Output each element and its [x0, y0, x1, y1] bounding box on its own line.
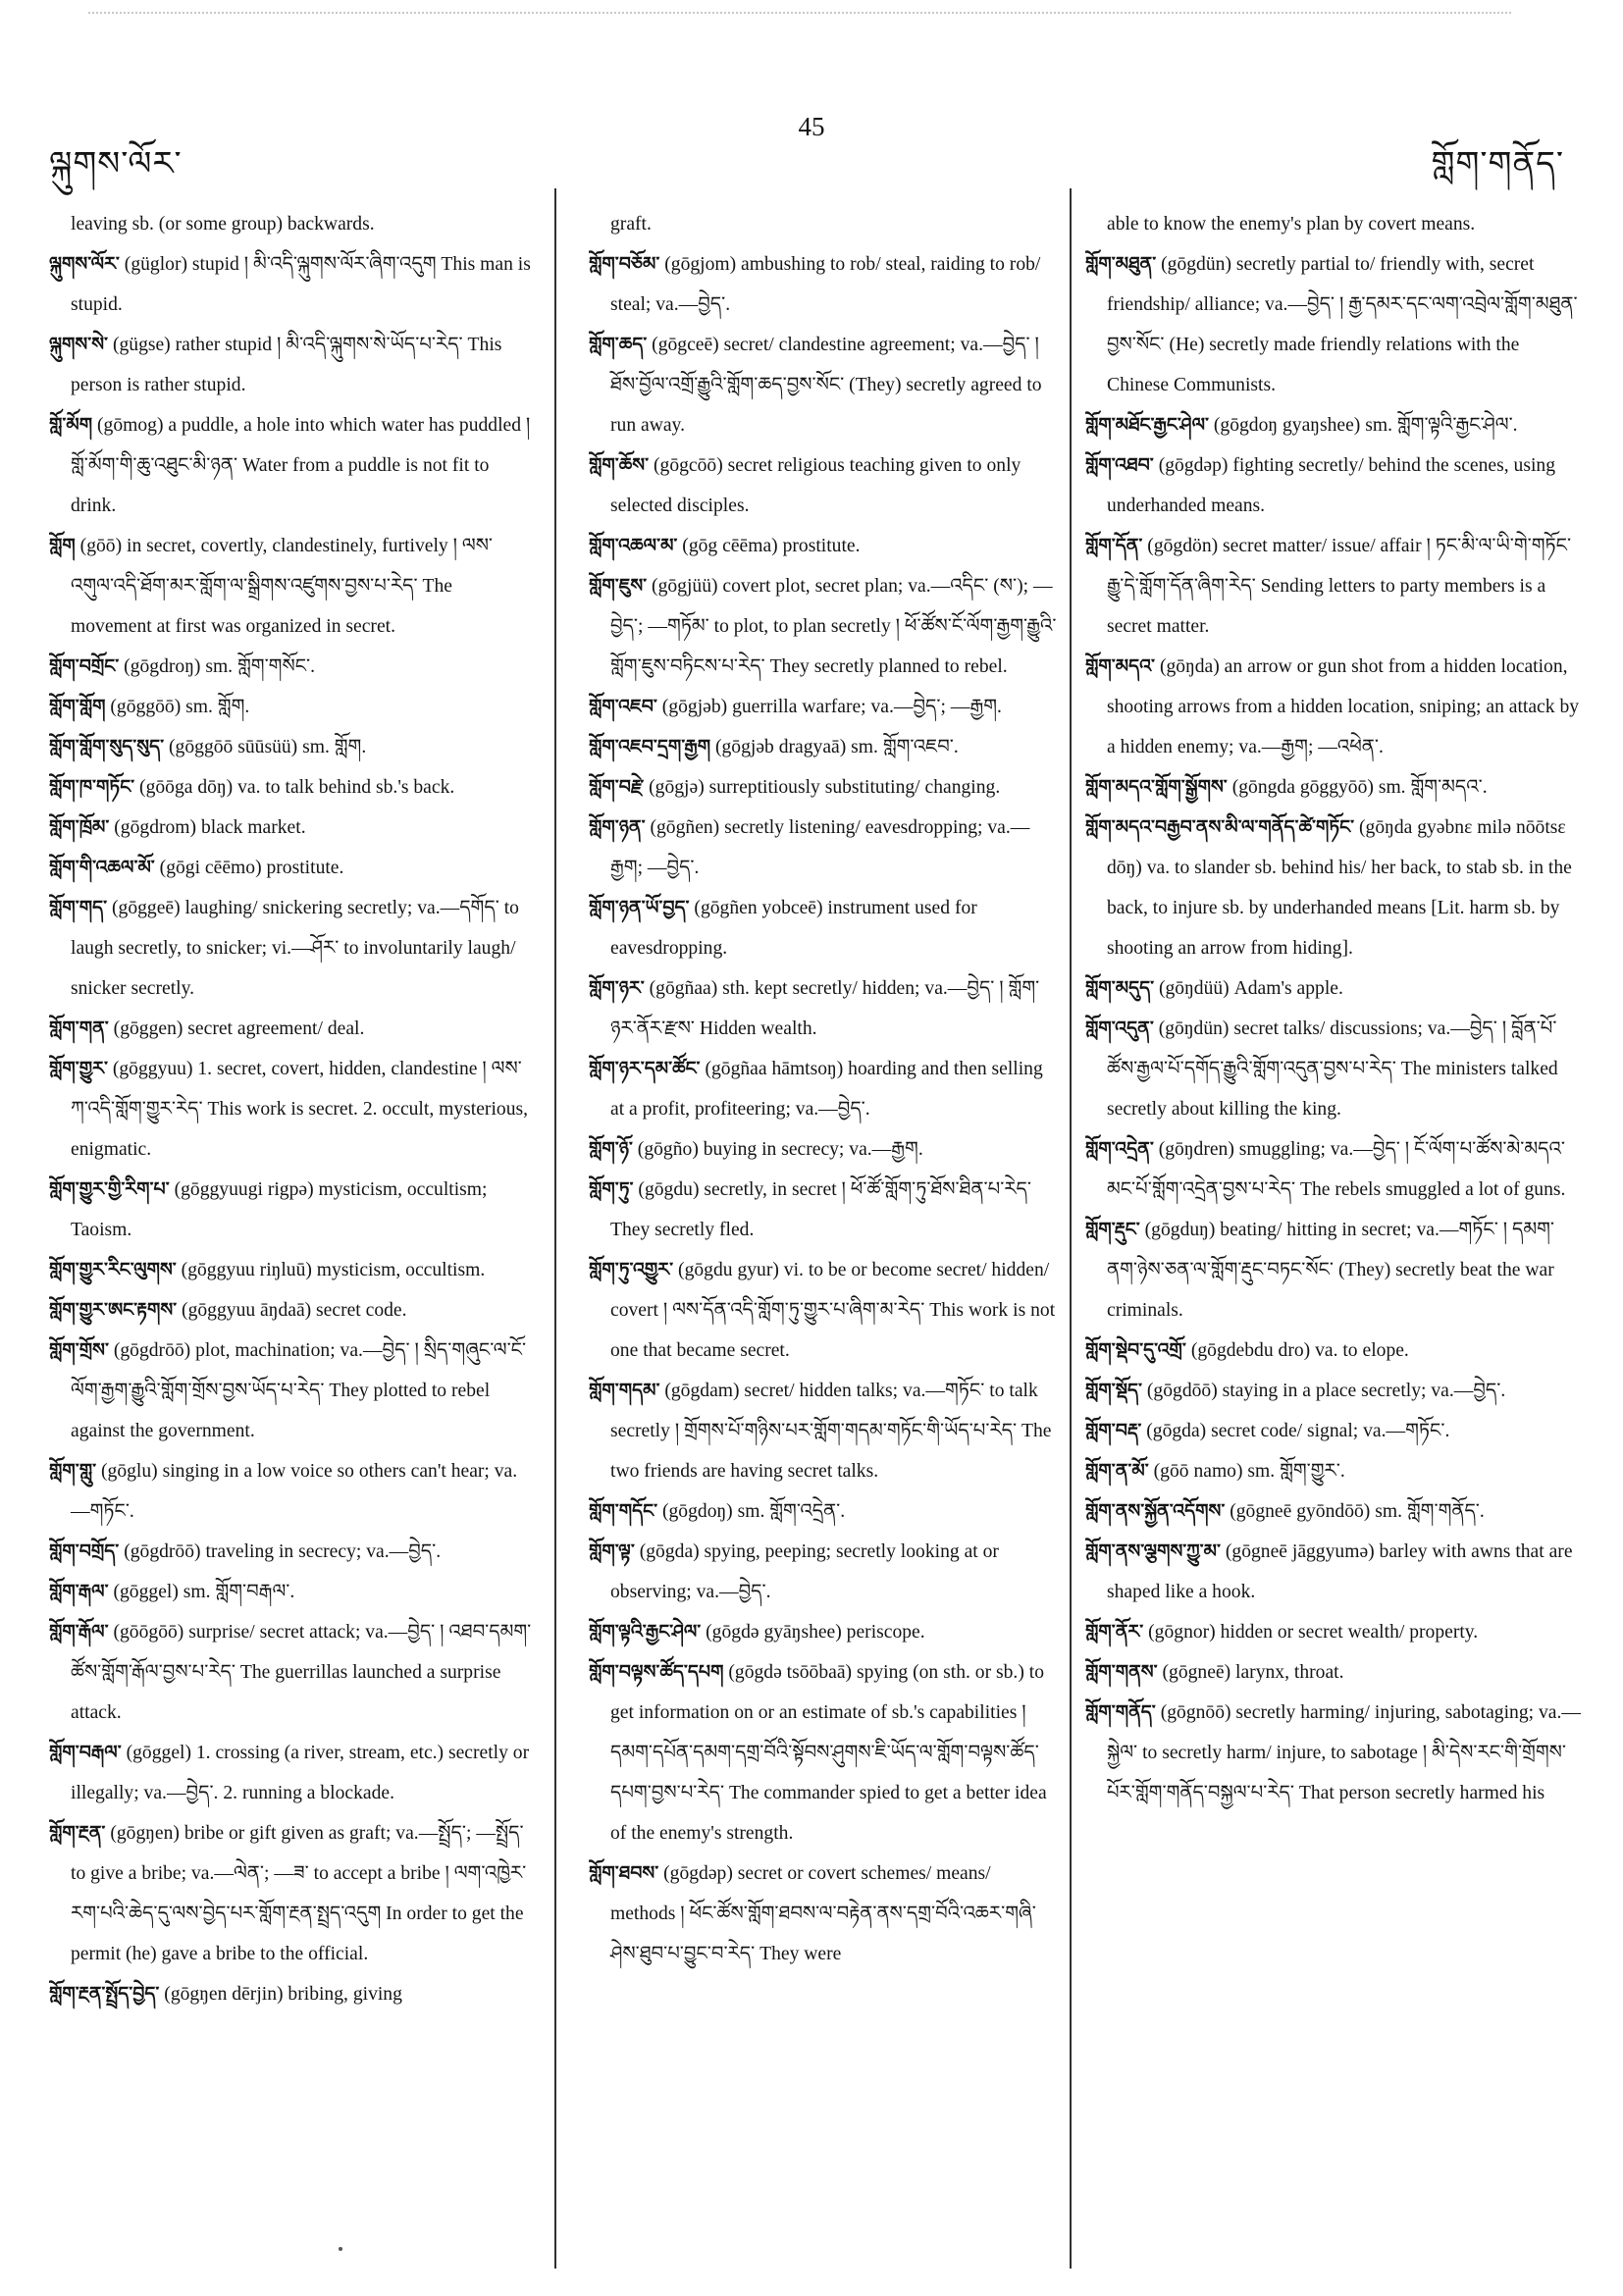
running-head-left: ལྐུགས་ལོར་ — [49, 146, 183, 183]
dictionary-entry — [49, 325, 532, 405]
entry-definition: (gōgdōō) staying in a place secretly; va.—བྱེད་. — [1142, 1381, 1506, 1401]
dictionary-column-2 — [589, 204, 1058, 2245]
dictionary-entry — [589, 968, 1058, 1049]
entry-definition: (gōgdu gyur) vi. to be or become secret/ hidden/ covert ། ལས་དོན་འདི་གློག་ཏུ་གྱུར་པ་ཞིག་མ་རེད་ This work is not one that became secret. — [610, 1260, 1056, 1361]
dictionary-entry — [589, 244, 1058, 325]
entry-headword: གློག་བརྡ་ — [1085, 1420, 1142, 1441]
entry-headword: གློག་དོན་ — [1085, 535, 1143, 556]
dictionary-entry — [1085, 1371, 1582, 1411]
dictionary-entry — [1085, 1129, 1582, 1210]
entry-headword: གློག་ཉན་ — [589, 816, 646, 838]
entry-definition: (gōgdün) secretly partial to/ friendly with, secret friendship/ alliance; va.—བྱེད་ ། རྒྱ་དམར་དང་ལག་འབྲེལ་གློག་མཐུན་བྱས་སོང་ (He) secretly made friendly relations with the Chinese Communists. — [1107, 254, 1578, 395]
entry-definition: (gōgñen) secretly listening/ eavesdropping; va.—རྒྱག; —བྱེད་. — [610, 817, 1030, 878]
dictionary-entry — [589, 687, 1058, 727]
entry-definition: (gōgdrōō) plot, machination; va.—བྱེད་ ། སྲིད་གཞུང་ལ་ངོ་ལོག་རྒྱག་རྒྱུའི་གློག་གྲོས་བྱས་ཡོད་པ་རེད་ They plotted to rebel against the government. — [71, 1340, 527, 1441]
entry-definition: (gügse) rather stupid ། མི་འདི་ལྐུགས་སེ་ཡོད་པ་རེད་ This person is rather stupid. — [71, 335, 502, 395]
entry-definition: (gōgda) secret code/ signal; va.—གཏོང་. — [1141, 1421, 1450, 1441]
dictionary-entry — [49, 1733, 532, 1813]
dictionary-entry — [589, 325, 1058, 445]
entry-definition: (gōgda) spying, peeping; secretly looking at or observing; va.—བྱེད་. — [610, 1541, 999, 1602]
entry-headword: གློག་རྒལ་ — [49, 1581, 109, 1602]
entry-headword: གློག་གླུ་ — [49, 1460, 97, 1482]
entry-headword: གློག་ཉོ་ — [589, 1138, 633, 1160]
entry-headword: གློག་ཁ་གཏོང་ — [49, 776, 135, 798]
entry-definition: (gōmog) a puddle, a hole into which water has puddled ། གློ་མོག་གི་ཆུ་འཐུང་མི་ཉན་ Water from a puddle is not fit to drink. — [71, 415, 531, 516]
entry-definition: (gōggyuu āŋdaā) secret code. — [177, 1300, 407, 1321]
entry-definition: (gōgneē gyōndōō) sm. གློག་གནོད་. — [1225, 1501, 1485, 1522]
entry-definition: (gōō namo) sm. གློག་གྱུར་. — [1148, 1461, 1345, 1482]
dictionary-entry — [1085, 204, 1582, 244]
dictionary-entry — [1085, 1652, 1582, 1693]
dictionary-entry — [49, 204, 532, 244]
entry-definition: (gōgcōō) secret religious teaching given to only selected disciples. — [610, 455, 1021, 516]
dictionary-entry — [589, 888, 1058, 968]
entry-headword: གློག་བརྗེ་ — [589, 776, 645, 798]
entry-headword: གློག་འཆལ་མ་ — [589, 535, 678, 556]
entry-headword: གློག་འཇབ་ — [589, 696, 657, 717]
entry-headword: གློག་གདམ་ — [589, 1380, 660, 1401]
dictionary-entry — [49, 687, 532, 727]
entry-definition: (gōggel) sm. གློག་བརྒལ་. — [108, 1582, 295, 1602]
dictionary-entry — [1085, 445, 1582, 526]
entry-headword: གློག་གྱུར་ — [49, 1058, 108, 1079]
entry-headword: གློག་ཆད་ — [589, 334, 648, 355]
entry-headword: གློག་ཐབས་ — [589, 1862, 659, 1884]
entry-headword: གློག་རྔན་ — [49, 1822, 106, 1844]
entry-headword: གློག་མདའ་ — [1085, 655, 1156, 677]
entry-headword: གློག་ཏུ་ — [589, 1178, 634, 1200]
entry-definition: (gōgñaa hāmtsoŋ) hoarding and then selling at a profit, profiteering; va.—བྱེད་. — [610, 1059, 1043, 1120]
entry-headword: གློག་ལྟ་ — [589, 1540, 635, 1562]
entry-headword: གློག་གྱུར་རིང་ལུགས་ — [49, 1259, 177, 1280]
dictionary-entry — [589, 1491, 1058, 1532]
dictionary-entry — [49, 727, 532, 767]
entry-definition: (gōgdə tsōōbaā) spying (on sth. or sb.) to get information on or an estimate of sb.'s capabilities ། དམག་དཔོན་དམག་དགྲ་བོའི་སྟོབས་ཤུགས་ཇི་ཡོད་ལ་གློག་བལྟས་ཚོད་དཔག་བྱས་པ་རེད་ The commander spied to get a better idea of the enemy's strength. — [610, 1662, 1047, 1844]
entry-headword: གློག་ལྟའི་རྒྱང་ཤེལ་ — [589, 1621, 702, 1643]
entry-headword: ལྐུགས་ལོར་ — [49, 253, 120, 275]
entry-definition: (gōggyuu riŋluū) mysticism, occultism. — [176, 1260, 486, 1280]
entry-headword: གློག་གློག — [49, 696, 106, 717]
entry-headword: གློག་ཉར་ — [589, 977, 645, 999]
entry-headword: གློག་རྔན་སྤྲོད་བྱེད་ — [49, 1983, 160, 2005]
entry-definition: (gōglu) singing in a low voice so others can't hear; va.—གཏོང་. — [71, 1461, 518, 1522]
entry-headword: གློག་གློག་སུད་སུད་ — [49, 736, 165, 757]
dictionary-entry — [49, 1451, 532, 1532]
page-number: 45 — [798, 112, 825, 141]
column-divider — [554, 188, 556, 2269]
dictionary-entry — [1085, 526, 1582, 647]
entry-definition: (gōggōō) sm. གློག. — [105, 697, 250, 717]
entry-definition: (gōōga dōŋ) va. to talk behind sb.'s back. — [134, 777, 455, 798]
entry-definition: (gōgnor) hidden or secret wealth/ property. — [1143, 1622, 1479, 1643]
dictionary-entry — [589, 445, 1058, 526]
entry-headword: གློག་བཅོམ་ — [589, 253, 660, 275]
dictionary-entry — [1085, 647, 1582, 767]
dictionary-entry — [1085, 1009, 1582, 1129]
entry-definition: (gōŋda gyəbnε milə nōōtsε dōŋ) va. to slander sb. behind his/ her back, to stab sb. in the back, to injure sb. by underhanded means [Lit. harm sb. by shooting an arrow from hiding]. — [1107, 817, 1572, 959]
dictionary-entry — [49, 1331, 532, 1451]
entry-headword: གློག་མཐུན་ — [1085, 253, 1157, 275]
dictionary-entry — [589, 767, 1058, 808]
dictionary-entry — [1085, 244, 1582, 405]
entry-headword: གློག་ནོར་ — [1085, 1621, 1144, 1643]
dictionary-entry — [589, 204, 1058, 244]
dictionary-entry — [49, 1170, 532, 1250]
dictionary-entry — [1085, 405, 1582, 445]
dictionary-entry — [1085, 968, 1582, 1009]
dictionary-entry — [1085, 1451, 1582, 1491]
dictionary-entry — [1085, 1693, 1582, 1813]
entry-headword: གློག་འདྲེན་ — [1085, 1138, 1154, 1160]
dictionary-entry — [589, 1129, 1058, 1170]
entry-headword: གློག་ཁྲོམ་ — [49, 816, 110, 838]
dictionary-entry — [49, 1974, 532, 2014]
dictionary-entry — [1085, 1491, 1582, 1532]
dictionary-entry — [589, 1371, 1058, 1491]
entry-headword: གློག་རྡུང་ — [1085, 1219, 1140, 1240]
entry-definition: (gōgdu) secretly, in secret ། ཕོ་ཚོ་གློག་ཏུ་ཐོས་ཐིན་པ་རེད་ They secretly fled. — [610, 1179, 1032, 1240]
entry-headword: གློག་གྱུར་གྱི་རིག་པ་ — [49, 1178, 170, 1200]
entry-definition: (gōgdoŋ gyaŋshee) sm. གློག་ལྟའི་རྒྱང་ཤེལ་. — [1208, 415, 1518, 436]
entry-definition: (gōgjom) ambushing to rob/ steal, raiding to rob/ steal; va.—བྱེད་. — [610, 254, 1041, 315]
entry-headword: གློག་བགྲོང་ — [49, 655, 120, 677]
entry-definition: (gōngda gōggyōō) sm. གློག་མདའ་. — [1227, 777, 1488, 798]
dictionary-entry — [49, 1532, 532, 1572]
dictionary-entry — [1085, 1210, 1582, 1331]
dictionary-entry — [589, 1170, 1058, 1250]
entry-headword: གློག་སྡེབ་དུ་འགྲོ་ — [1085, 1339, 1186, 1361]
dictionary-entry — [589, 1612, 1058, 1652]
dictionary-entry — [1085, 1532, 1582, 1612]
entry-headword: གློག་གནས་ — [1085, 1661, 1158, 1683]
dictionary-entry — [589, 1049, 1058, 1129]
entry-definition: leaving sb. (or some group) backwards. — [71, 214, 375, 235]
entry-definition: (gōgŋen) bribe or gift given as graft; va.—སྤྲོད་; —སྤྲོད་ to give a bribe; va.—ལེན་; —ཟ་ to accept a bribe ། ལག་འཁྱེར་རག་པའི་ཆེད་དུ་ལས་བྱེད་པར་གློག་རྔན་སྤྲད་འདུག In order to get the permit (he) gave a bribe to the official. — [71, 1823, 527, 1964]
entry-headword: གློ་མོག — [49, 414, 93, 436]
entry-definition: (gōgdön) secret matter/ issue/ affair ། ཏང་མི་ལ་ཡི་གེ་གཏོང་རྒྱུ་དེ་གློག་དོན་ཞིག་རེད་ Sending letters to party members is a secret matter. — [1107, 536, 1572, 637]
column-divider — [1070, 188, 1072, 2269]
dictionary-entry — [589, 808, 1058, 888]
entry-definition: (gōggen) secret agreement/ deal. — [108, 1018, 365, 1039]
entry-definition: (gōŋda) an arrow or gun shot from a hidden location, shooting arrows from a hidden location, sniping; an attack by a hidden enemy; va.—རྒྱག; —འཕེན་. — [1107, 656, 1580, 757]
entry-headword: གློག་མདུད་ — [1085, 977, 1155, 999]
entry-headword: གློག་སྡོད་ — [1085, 1380, 1142, 1401]
entry-headword: གློག་བལྟས་ཚོད་དཔག — [589, 1661, 724, 1683]
dictionary-entry — [49, 405, 532, 526]
entry-headword: གློག་གད་ — [49, 897, 108, 918]
dictionary-entry — [49, 848, 532, 888]
entry-definition: (gōgjəb) guerrilla warfare; va.—བྱེད་; —རྒྱག. — [656, 697, 1002, 717]
dictionary-entry — [1085, 767, 1582, 808]
entry-definition: (gōŋdren) smuggling; va.—བྱེད་ ། ངོ་ལོག་པ་ཚོས་མེ་མདའ་མང་པོ་གློག་འདྲེན་བྱས་པ་རེད་ The rebels smuggled a lot of guns. — [1107, 1139, 1566, 1200]
dictionary-entry — [49, 888, 532, 1009]
dictionary-entry — [589, 566, 1058, 687]
dictionary-entry — [1085, 1612, 1582, 1652]
entry-definition: (gōgneē jāggyumə) barley with awns that are shaped like a hook. — [1107, 1541, 1573, 1602]
dictionary-entry — [49, 808, 532, 848]
dictionary-entry — [589, 526, 1058, 566]
entry-headword: གློག་བགྲོད་ — [49, 1540, 120, 1562]
entry-headword: གློག་བརྒལ་ — [49, 1742, 122, 1763]
entry-definition: (gōgñaa) sth. kept secretly/ hidden; va.—བྱེད་ ། གློག་ཉར་ནོར་རྫས་ Hidden wealth. — [610, 978, 1040, 1039]
entry-definition: (gōōgōō) surprise/ secret attack; va.—བྱེད་ ། འཐབ་དམག་ཚོས་གློག་རྒོལ་བྱས་པ་རེད་ The guerrillas launched a surprise attack. — [71, 1622, 532, 1723]
dictionary-entry — [49, 1572, 532, 1612]
entry-definition: (gōgjə) surreptitiously substituting/ changing. — [644, 777, 1001, 798]
dictionary-entry — [49, 1612, 532, 1733]
entry-definition: (gōgdəp) secret or covert schemes/ means/ methods ། ཕོང་ཚོས་གློག་ཐབས་ལ་བརྟེན་ནས་དགྲ་བོའི་འཆར་གཞི་ཤེས་ཐུབ་པ་བྱུང་བ་རེད་ They were — [610, 1863, 1036, 1964]
entry-headword: གློག་མདའ་གློག་སྒྱོགས་ — [1085, 776, 1228, 798]
entry-definition: (gōgdrom) black market. — [109, 817, 306, 838]
entry-headword: གློག་ནས་ལྕགས་ཀྱུ་མ་ — [1085, 1540, 1221, 1562]
entry-headword: གློག་གདོང་ — [589, 1500, 658, 1522]
entry-definition: (gōgdebdu dro) va. to elope. — [1185, 1340, 1409, 1361]
entry-definition: graft. — [610, 214, 652, 235]
dictionary-entry — [49, 767, 532, 808]
entry-headword: གློག་འཐབ་ — [1085, 454, 1154, 476]
entry-headword: གློག་གན་ — [49, 1018, 109, 1039]
entry-definition: (gōgdəp) fighting secretly/ behind the scenes, using underhanded means. — [1107, 455, 1555, 516]
entry-headword: གློག་ཇུས་ — [589, 575, 648, 597]
dictionary-entry — [49, 1049, 532, 1170]
entry-headword: གློག་ཉར་དམ་ཚོང་ — [589, 1058, 701, 1079]
entry-definition: (gōgjəb dragyaā) sm. གློག་འཇབ་. — [710, 737, 959, 757]
entry-definition: (gōgdoŋ) sm. གློག་འདྲེན་. — [657, 1501, 846, 1522]
entry-definition: (gōgneē) larynx, throat. — [1157, 1662, 1344, 1683]
entry-definition: (gōgceē) secret/ clandestine agreement; va.—བྱེད་ ། ཐོས་བྱོལ་འགྲོ་རྒྱུའི་གློག་ཆད་བྱས་སོང་ (They) secretly agreed to run away. — [610, 335, 1042, 436]
entry-headword: གློག་ཏུ་འགྱུར་ — [589, 1259, 674, 1280]
entry-headword: གློག་ནས་སྐྱོན་འདོགས་ — [1085, 1500, 1226, 1522]
entry-headword: གློག་ཆོས་ — [589, 454, 650, 476]
entry-definition: (gōggyuugi rigpə) mysticism, occultism; Taoism. — [71, 1179, 488, 1240]
entry-definition: (gōggyuu) 1. secret, covert, hidden, clandestine ། ལས་ཀ་འདི་གློག་གྱུར་རེད་ This work is secret. 2. occult, mysterious, enigmatic. — [71, 1059, 529, 1160]
dictionary-entry — [589, 1250, 1058, 1371]
entry-definition: (güglor) stupid ། མི་འདི་ལྐུགས་ལོར་ཞིག་འདུག This man is stupid. — [71, 254, 531, 315]
dictionary-entry — [589, 1853, 1058, 1974]
entry-definition: (gōgdə gyāŋshee) periscope. — [701, 1622, 925, 1643]
entry-definition: (gōggōō sūūsüü) sm. གློག. — [164, 737, 367, 757]
entry-definition: (gōgdrōō) traveling in secrecy; va.—བྱེད་. — [119, 1541, 442, 1562]
entry-definition: (gōgnōō) secretly harming/ injuring, sabotaging; va.—སྐྱེལ་ to secretly harm/ injure, to sabotage ། མི་དེས་རང་གི་གྲོགས་པོར་གློག་གནོད་བསྐྱལ་པ་རེད་ That person secretly harmed his — [1107, 1702, 1581, 1803]
entry-headword: ལྐུགས་སེ་ — [49, 334, 109, 355]
dictionary-column-1 — [49, 204, 532, 2245]
entry-headword: གློག — [49, 535, 76, 556]
entry-definition: (gōŋdün) secret talks/ discussions; va.—བྱེད་ ། བློན་པོ་ཚོས་རྒྱལ་པོ་དགོད་རྒྱུའི་གློག་འདུན་བྱས་པ་རེད་ The ministers talked secretly about killing the king. — [1107, 1018, 1558, 1120]
running-head-right: གློག་གནོད་ — [1431, 146, 1564, 183]
entry-definition: (gōgdam) secret/ hidden talks; va.—གཏོང་ to talk secretly ། གྲོགས་པོ་གཉིས་པར་གློག་གདམ་གཏོང་གི་ཡོད་པ་རེད་ The two friends are having secret talks. — [610, 1381, 1052, 1482]
dictionary-entry — [49, 1009, 532, 1049]
dictionary-entry — [589, 727, 1058, 767]
dictionary-entry — [1085, 1331, 1582, 1371]
entry-definition: (gōggeē) laughing/ snickering secretly; va.—དགོད་ to laugh secretly, to snicker; vi.—ཤོར་ to involuntarily laugh/ snicker secretly. — [71, 898, 519, 999]
entry-definition: able to know the enemy's plan by covert means. — [1107, 214, 1476, 235]
dictionary-entry — [49, 1290, 532, 1331]
dictionary-entry — [589, 1652, 1058, 1853]
dictionary-entry — [49, 647, 532, 687]
entry-definition: (gōgduŋ) beating/ hitting in secret; va.—གཏོང་ ། དམག་ནག་ཉེས་ཅན་ལ་གློག་རྡུང་བཏང་སོང་ (They) secretly beat the war criminals. — [1107, 1220, 1554, 1321]
scan-border — [88, 12, 1511, 14]
entry-definition: (gōg cēēma) prostitute. — [677, 536, 861, 556]
dictionary-entry — [1085, 808, 1582, 968]
entry-headword: གློག་ཉན་ཡོ་བྱད་ — [589, 897, 690, 918]
entry-headword: གློག་གྱུར་ཨང་རྟགས་ — [49, 1299, 178, 1321]
entry-headword: གློག་གྲོས་ — [49, 1339, 109, 1361]
dictionary-entry — [49, 1250, 532, 1290]
entry-definition: (gōgŋen dērjin) bribing, giving — [159, 1984, 402, 2005]
dictionary-entry — [589, 1532, 1058, 1612]
entry-headword: གློག་འདུན་ — [1085, 1018, 1154, 1039]
dictionary-column-3 — [1085, 204, 1582, 2245]
dictionary-entry — [49, 1813, 532, 1974]
entry-definition: (gōgjüü) covert plot, secret plan; va.—འདིང་ (ས་); —བྱེད་; —གཏོམ་ to plot, to plan secretly ། ཕོ་ཚོས་ངོ་ལོག་རྒྱག་རྒྱུའི་གློག་ཇུས་བཏིངས་པ་རེད་ They secretly planned to rebel. — [610, 576, 1057, 677]
dictionary-entry — [49, 526, 532, 647]
entry-definition: (gōgdroŋ) sm. གློག་གསོང་. — [119, 656, 316, 677]
entry-headword: གློག་མཐོང་རྒྱང་ཤེལ་ — [1085, 414, 1209, 436]
entry-headword: གློག་མདའ་བརྒྱབ་ནས་མི་ལ་གནོད་ཚེ་གཏོང་ — [1085, 816, 1355, 838]
entry-definition: (gōgño) buying in secrecy; va.—རྒྱག. — [632, 1139, 923, 1160]
entry-definition: (gōō) in secret, covertly, clandestinely, furtively ། ལས་འགུལ་འདི་ཐོག་མར་གློག་ལ་སྒྲིགས་འཛུགས་བྱས་པ་རེད་ The movement at first was organized in secret. — [71, 536, 494, 637]
entry-definition: (gōgñen yobceē) instrument used for eavesdropping. — [610, 898, 977, 959]
entry-headword: གློག་གི་འཆལ་མོ་ — [49, 857, 155, 878]
entry-definition: (gōŋdüü) Adam's apple. — [1154, 978, 1343, 999]
entry-headword: གློག་རྒོལ་ — [49, 1621, 109, 1643]
entry-headword: གློག་འཇབ་དྲག་རྒྱག — [589, 736, 711, 757]
entry-headword: གློག་ན་མོ་ — [1085, 1460, 1149, 1482]
dictionary-entry — [49, 244, 532, 325]
scan-speck — [339, 2247, 342, 2251]
entry-headword: གློག་གནོད་ — [1085, 1701, 1156, 1723]
entry-definition: (gōgi cēēmo) prostitute. — [154, 858, 344, 878]
dictionary-entry — [1085, 1411, 1582, 1451]
entry-definition: (gōggel) 1. crossing (a river, stream, etc.) secretly or illegally; va.—བྱེད་. 2. running a blockade. — [71, 1743, 530, 1803]
